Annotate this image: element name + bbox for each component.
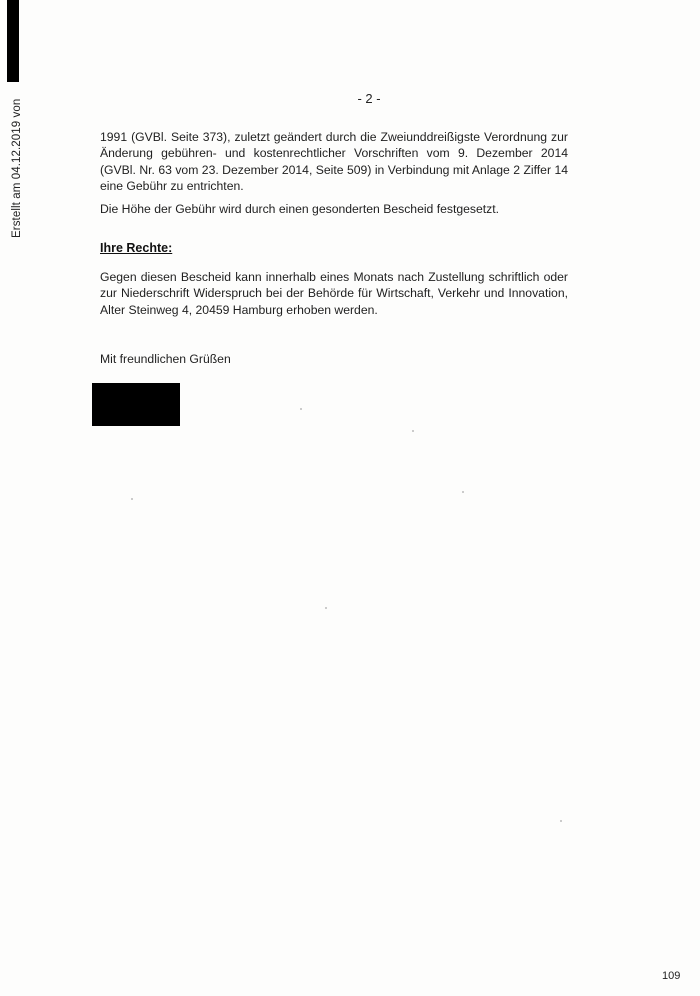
rights-paragraph: Gegen diesen Bescheid kann innerhalb eines Monats nach Zustellung schriftlich oder zur Niederschrift Widerspruch bei der Behörde für Wirtschaft, Verkehr und Innovation, Alter Steinweg 4, 20459 Hamburg erhoben werden. — [100, 270, 568, 317]
margin-redaction — [7, 0, 19, 82]
margin-stamp — [0, 0, 22, 240]
continuation-paragraph: 1991 (GVBl. Seite 373), zuletzt geändert durch die Zweiunddreißigste Verordnung zur Änderung gebühren- und kostenrechtlicher Vorschriften vom 9. Dezember 2014 (GVBl. Nr. 63 vom 23. Dezember 2014, Seite 509) in Verbindung mit Anlage 2 Ziffer 14 eine Gebühr zu entrichten. — [100, 130, 568, 193]
footer-page-number: 109 — [662, 970, 681, 982]
scan-speck — [300, 408, 302, 410]
margin-stamp-text: Erstellt am 04.12.2019 von — [11, 98, 23, 238]
scan-speck — [325, 607, 327, 609]
fee-notice-paragraph: Die Höhe der Gebühr wird durch einen gesonderten Bescheid festgesetzt. — [100, 202, 500, 216]
scan-speck — [412, 430, 414, 432]
scan-speck — [462, 491, 464, 493]
page-marker: - 2 - — [357, 91, 381, 106]
signature-redaction — [92, 383, 180, 426]
closing-salutation: Mit freundlichen Grüßen — [100, 352, 231, 366]
scan-speck — [560, 820, 562, 822]
rights-heading: Ihre Rechte: — [100, 241, 173, 255]
scan-speck — [131, 498, 133, 500]
